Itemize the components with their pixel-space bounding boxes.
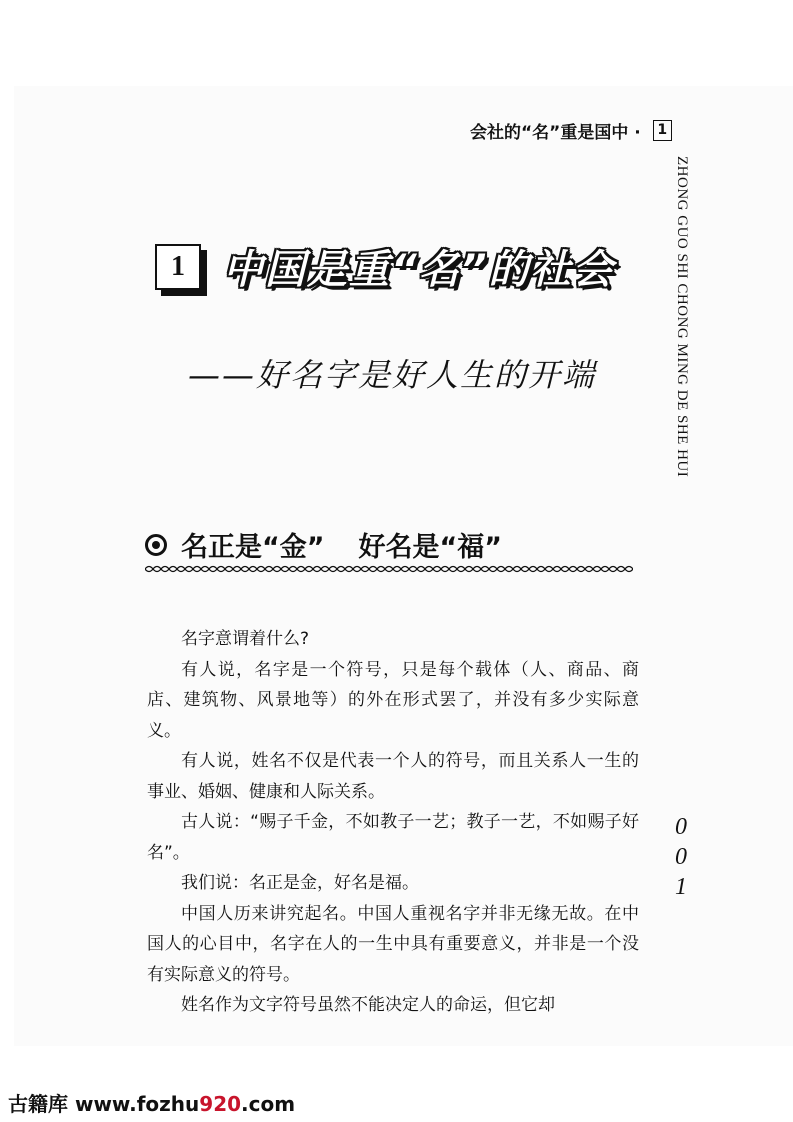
body-text (147, 624, 639, 1021)
watermark-suffix: .com (241, 1092, 296, 1116)
body-paragraph: 有人说，名字是一个符号，只是每个载体（人、商品、商店、建筑物、风景地等）的外在形式罢了，并没有多少实际意义。 (147, 659, 639, 741)
vertical-pinyin-title: ZHONG GUO SHI CHONG MING DE SHE HUI (674, 156, 690, 478)
running-head (470, 118, 672, 143)
page-number (671, 812, 691, 902)
running-head-chapter-box: 1 (653, 120, 672, 141)
chapter-number-box: 1 (155, 244, 201, 290)
section-heading (145, 525, 502, 564)
bullseye-bullet-icon (145, 534, 167, 556)
body-paragraph: 我们说：名正是金，好名是福。 (181, 873, 419, 893)
wavy-divider (145, 563, 633, 575)
page-number-digit: 0 (675, 844, 687, 870)
body-paragraph: 名字意谓着什么? (181, 629, 310, 649)
chapter-heading (155, 238, 615, 295)
chapter-title: 中国是重“名”的社会 (223, 247, 615, 293)
page-number-digit: 0 (675, 814, 687, 840)
body-paragraph: 有人说，姓名不仅是代表一个人的符号，而且关系人一生的事业、婚姻、健康和人际关系。 (147, 751, 639, 802)
watermark-prefix: 古籍库 www.fozhu (8, 1092, 200, 1116)
body-paragraph: 中国人历来讲究起名。中国人重视名字并非无缘无故。在中国人的心目中，名字在人的一生中具有重要意义，并非是一个没有实际意义的符号。 (147, 903, 639, 985)
page-number-digit: 1 (675, 874, 687, 900)
watermark-number: 920 (199, 1092, 242, 1116)
chapter-subtitle: ——好名字是好人生的开端 (188, 356, 597, 394)
watermark (8, 1088, 295, 1117)
section-heading-part1: 名正是“金” (181, 532, 325, 563)
body-paragraph: 古人说：“赐子千金，不如教子一艺；教子一艺，不如赐子好名”。 (147, 812, 639, 863)
body-paragraph: 姓名作为文字符号虽然不能决定人的命运，但它却 (181, 995, 555, 1015)
running-head-title: 会社的“名”重是国中 · (470, 123, 641, 143)
section-heading-part2: 好名是“福” (358, 532, 502, 563)
